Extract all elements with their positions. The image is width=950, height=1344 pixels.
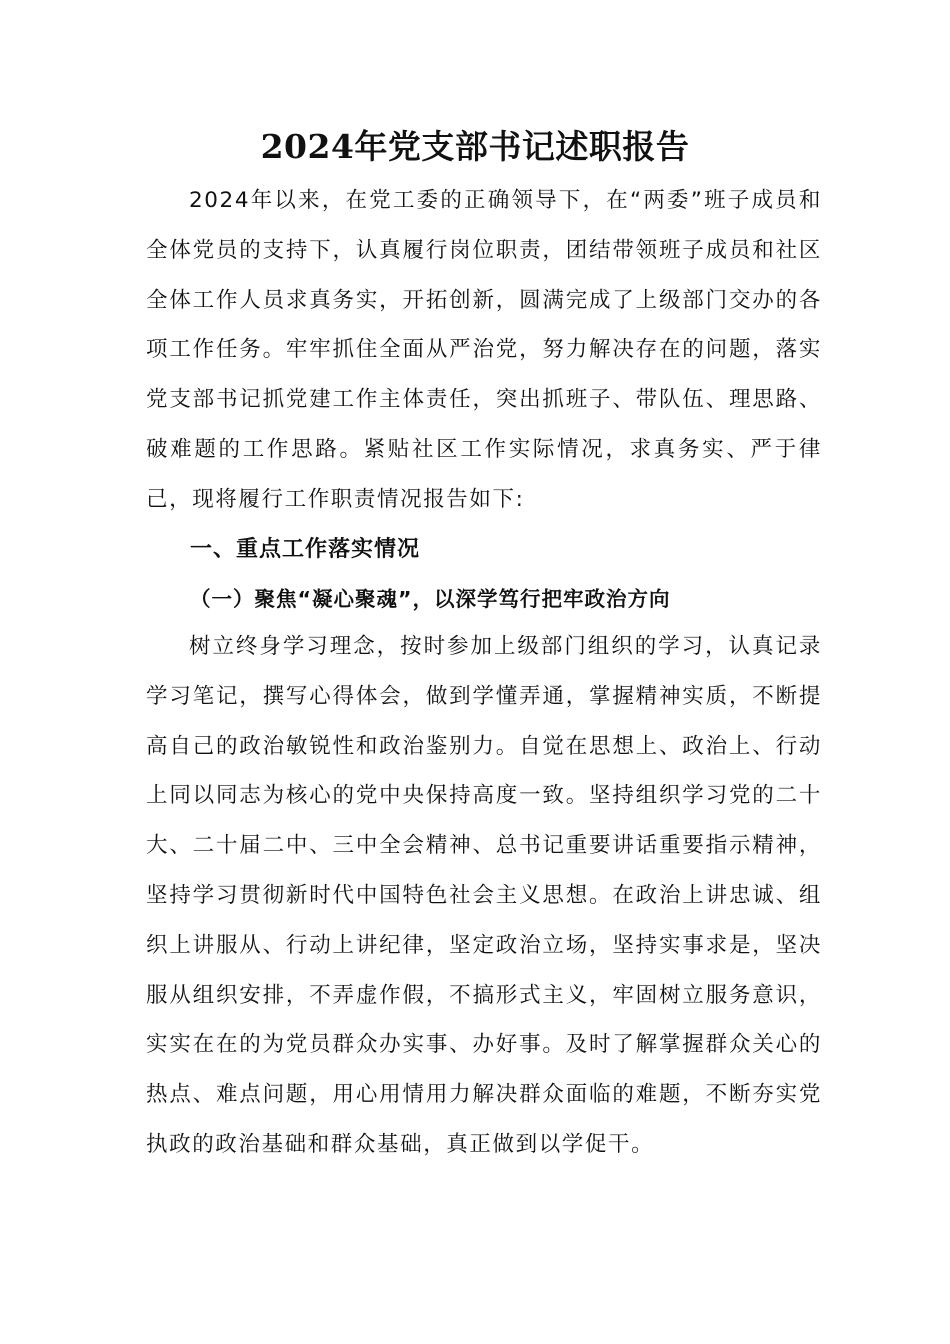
- subsection-heading: （一）聚焦“凝心聚魂”，以深学笃行把牢政治方向: [190, 587, 671, 611]
- intro-paragraph: 2024年以来，在党工委的正确领导下，在“两委”班子成员和全体党员的支持下，认真履行岗位职责，团结带领班子成员和社区全体工作人员求真务实，开拓创新，圆满完成了上级部门交办的各项工作任务。牢牢抓住全面从严治党，努力解决存在的问题，落实党支部书记抓党建工作主体责任，突出抓班子、带队伍、理思路、破难题的工作思路。紧贴社区工作实际情况，求真务实、严于律己，现将履行工作职责情况报告如下:: [146, 188, 822, 512]
- section-heading: 一、重点工作落实情况: [190, 537, 421, 562]
- document-title: 2024年党支部书记述职报告: [260, 127, 690, 166]
- subsection-paragraph: 树立终身学习理念，按时参加上级部门组织的学习，认真记录学习笔记，撰写心得体会，做到学懂弄通，掌握精神实质，不断提高自己的政治敏锐性和政治鉴别力。自觉在思想上、政治上、行动上同以同志为核心的党中央保持高度一致。坚持组织学习党的二十大、二十届二中、三中全会精神、总书记重要讲话重要指示精神，坚持学习贯彻新时代中国特色社会主义思想。在政治上讲忠诚、组织上讲服从、行动上讲纪律，坚定政治立场，坚持实事求是，坚决服从组织安排，不弄虚作假，不搞形式主义，牢固树立服务意识，实实在在的为党员群众办实事、办好事。及时了解掌握群众关心的热点、难点问题，用心用情用力解决群众面临的难题，不断夯实党执政的政治基础和群众基础，真正做到以学促干。: [146, 634, 822, 1157]
